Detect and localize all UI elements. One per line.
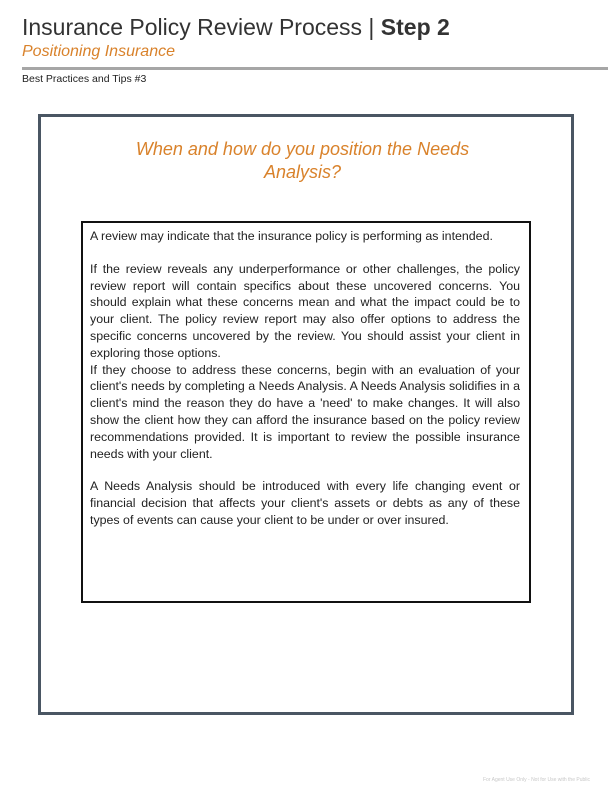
page-subtitle: Positioning Insurance bbox=[22, 43, 175, 60]
page-title-text: Insurance Policy Review Process | bbox=[22, 14, 381, 40]
page-title-step: Step 2 bbox=[380, 14, 450, 40]
question-heading: When and how do you position the Needs Analysis? bbox=[135, 139, 470, 183]
answer-paragraph-4: A Needs Analysis should be introduced with every life changing event or financial decision that affects your client's assets or debts as any of these types of events can cause your client to be under or over insured. bbox=[90, 479, 520, 527]
answer-box bbox=[81, 221, 531, 603]
answer-paragraph-1: A review may indicate that the insurance policy is performing as intended. bbox=[90, 229, 493, 243]
page-title bbox=[22, 14, 450, 40]
section-label: Best Practices and Tips #3 bbox=[22, 73, 147, 85]
answer-paragraph-2: If the review reveals any underperformance or other challenges, the policy review report will contain specifics about these uncovered concerns. You should explain what these concerns mean and what the impact could be to your client. The policy review report may also offer options to address the specific concerns uncovered by the review. You should assist your client in exploring those options. bbox=[90, 261, 520, 360]
answer-paragraph-3: If they choose to address these concerns, begin with an evaluation of your client's needs by completing a Needs Analysis. A Needs Analysis solidifies in a client's mind the reason they do have a 'need' to make changes. It will also show the client how they can afford the insurance based on the policy review recommendations provided. It is important to review the possible insurance needs with your client. bbox=[90, 362, 520, 461]
footer-disclaimer: For Agent Use Only - Not for Use with the Public bbox=[483, 777, 590, 783]
header-divider bbox=[22, 67, 608, 70]
